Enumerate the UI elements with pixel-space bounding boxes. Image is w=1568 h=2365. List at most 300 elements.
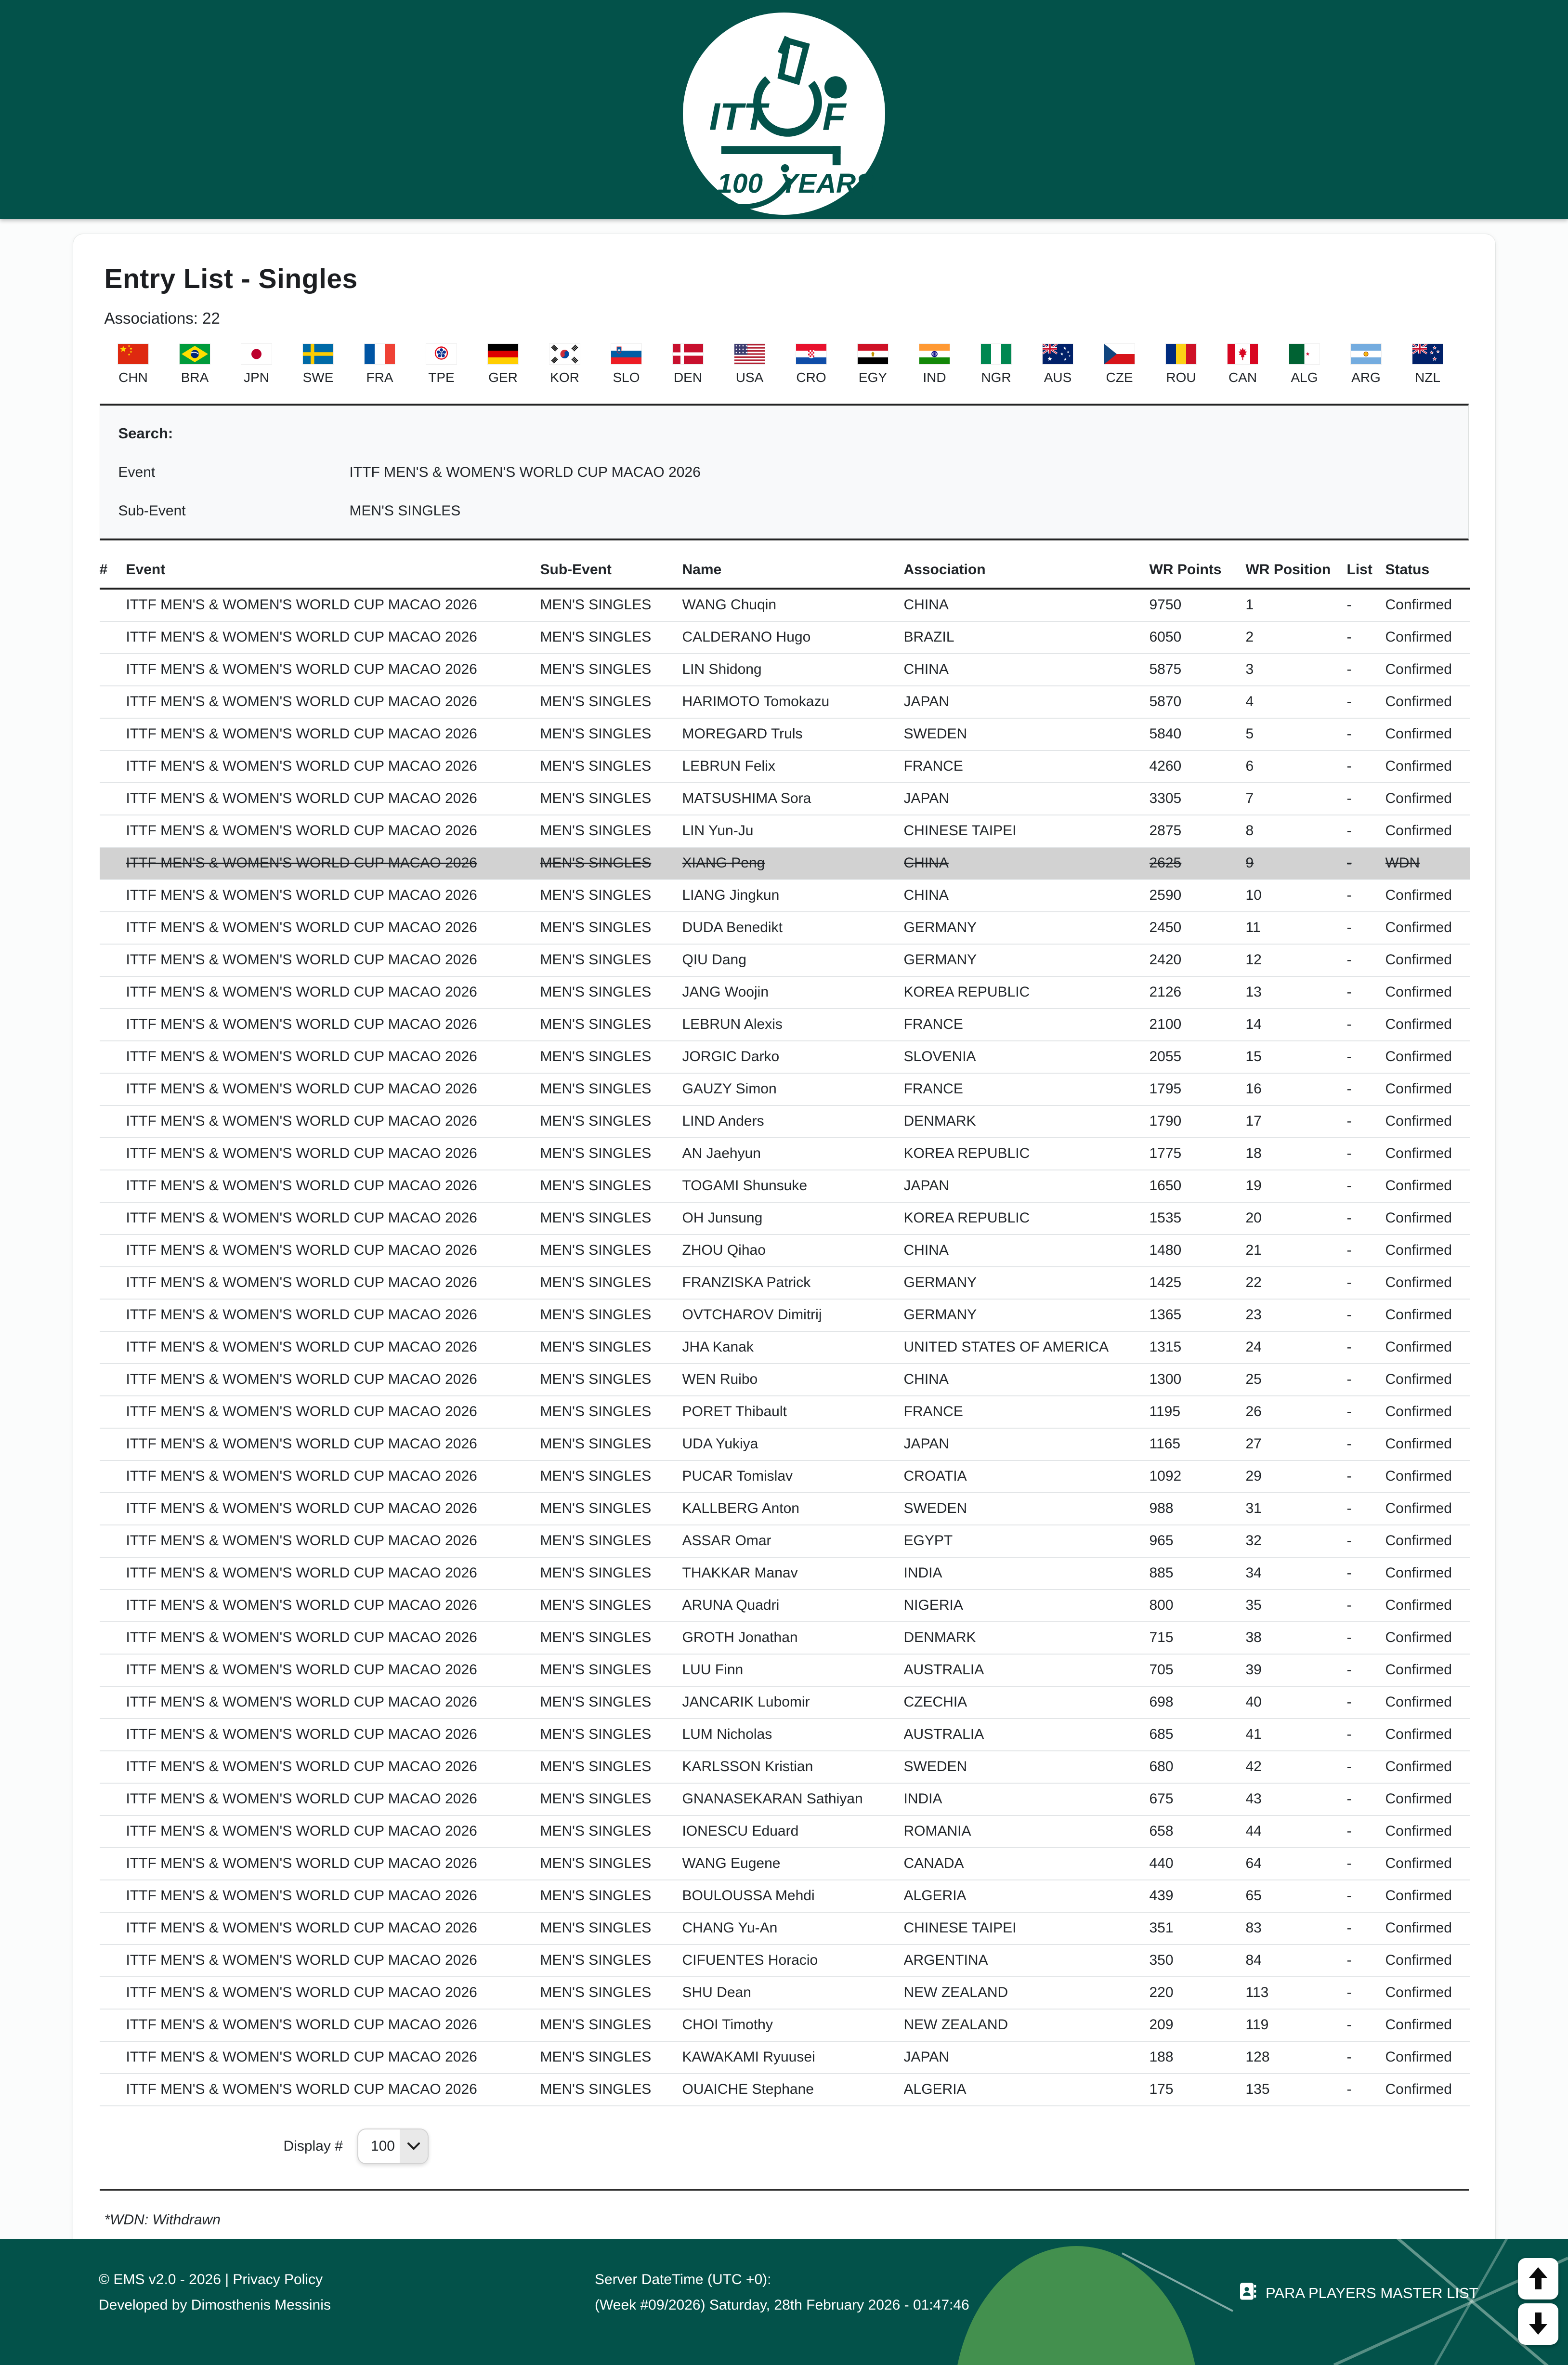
cell-name: KARLSSON Kristian xyxy=(682,1751,904,1783)
cell-event: ITTF MEN'S & WOMEN'S WORLD CUP MACAO 2026 xyxy=(126,1654,540,1686)
cell-event: ITTF MEN'S & WOMEN'S WORLD CUP MACAO 2026 xyxy=(126,880,540,912)
cell-sub-event: MEN'S SINGLES xyxy=(540,1460,682,1493)
table-header xyxy=(100,555,1470,589)
table-row xyxy=(100,1138,1470,1170)
cell-wr-position: 8 xyxy=(1246,815,1347,847)
cell-sub-event: MEN'S SINGLES xyxy=(540,1880,682,1912)
cell-wr-points: 1165 xyxy=(1150,1428,1246,1460)
server-datetime-label: Server DateTime (UTC +0): xyxy=(595,2272,771,2287)
cell-association: SWEDEN xyxy=(904,718,1150,750)
cell-number xyxy=(100,1815,126,1848)
cell-name: LIANG Jingkun xyxy=(682,880,904,912)
cell-name: ZHOU Qihao xyxy=(682,1235,904,1267)
entry-table xyxy=(100,555,1470,2106)
cell-event: ITTF MEN'S & WOMEN'S WORLD CUP MACAO 2026 xyxy=(126,1331,540,1364)
cell-status: Confirmed xyxy=(1385,1622,1470,1654)
cell-number xyxy=(100,621,126,654)
flag-label: USA xyxy=(735,370,764,385)
cell-event: ITTF MEN'S & WOMEN'S WORLD CUP MACAO 2026 xyxy=(126,1460,540,1493)
column-header-wr-points: WR Points xyxy=(1150,555,1246,589)
cell-wr-position: 38 xyxy=(1246,1622,1347,1654)
cell-wr-position: 65 xyxy=(1246,1880,1347,1912)
table-row xyxy=(100,815,1470,847)
cell-wr-points: 175 xyxy=(1150,2074,1246,2106)
cell-event: ITTF MEN'S & WOMEN'S WORLD CUP MACAO 2026 xyxy=(126,944,540,976)
cell-list: - xyxy=(1347,1105,1385,1138)
cell-association: KOREA REPUBLIC xyxy=(904,976,1150,1009)
cell-number xyxy=(100,1170,126,1202)
event-label: Event xyxy=(118,464,156,480)
cell-list: - xyxy=(1347,1428,1385,1460)
cell-list: - xyxy=(1347,783,1385,815)
cell-list: - xyxy=(1347,2009,1385,2041)
cell-association: DENMARK xyxy=(904,1622,1150,1654)
cell-list: - xyxy=(1347,1848,1385,1880)
cell-name: TOGAMI Shunsuke xyxy=(682,1170,904,1202)
logo-text-years: YEARS xyxy=(780,168,874,199)
logo-text-100: 100 xyxy=(717,168,763,199)
cell-status: Confirmed xyxy=(1385,1202,1470,1235)
cell-sub-event: MEN'S SINGLES xyxy=(540,783,682,815)
cell-wr-position: 5 xyxy=(1246,718,1347,750)
cell-wr-position: 34 xyxy=(1246,1557,1347,1590)
cell-status: Confirmed xyxy=(1385,944,1470,976)
cell-list: - xyxy=(1347,912,1385,944)
jpn-flag-icon xyxy=(241,344,272,364)
flag-item-CHN xyxy=(118,344,149,385)
cell-number xyxy=(100,1105,126,1138)
cell-number xyxy=(100,1751,126,1783)
flag-item-JPN xyxy=(241,344,272,385)
cell-association: CHINESE TAIPEI xyxy=(904,815,1150,847)
cell-event: ITTF MEN'S & WOMEN'S WORLD CUP MACAO 2026 xyxy=(126,1267,540,1299)
cell-association: GERMANY xyxy=(904,1299,1150,1331)
cell-wr-points: 5840 xyxy=(1150,718,1246,750)
table-row xyxy=(100,1686,1470,1719)
cell-sub-event: MEN'S SINGLES xyxy=(540,621,682,654)
cell-sub-event: MEN'S SINGLES xyxy=(540,1719,682,1751)
cell-association: SWEDEN xyxy=(904,1751,1150,1783)
cell-association: CHINA xyxy=(904,1235,1150,1267)
flag-label: GER xyxy=(488,370,518,385)
flag-item-DEN xyxy=(673,344,704,385)
cell-number xyxy=(100,686,126,718)
cell-association: UNITED STATES OF AMERICA xyxy=(904,1331,1150,1364)
cell-association: FRANCE xyxy=(904,1009,1150,1041)
cell-wr-points: 680 xyxy=(1150,1751,1246,1783)
cell-event: ITTF MEN'S & WOMEN'S WORLD CUP MACAO 2026 xyxy=(126,1170,540,1202)
cell-wr-points: 440 xyxy=(1150,1848,1246,1880)
cell-wr-points: 1775 xyxy=(1150,1138,1246,1170)
cell-number xyxy=(100,1493,126,1525)
flag-item-ARG xyxy=(1351,344,1382,385)
table-row xyxy=(100,1460,1470,1493)
cell-wr-points: 1480 xyxy=(1150,1235,1246,1267)
flag-item-NGR xyxy=(981,344,1012,385)
cell-list: - xyxy=(1347,1880,1385,1912)
cell-list: - xyxy=(1347,1396,1385,1428)
cell-wr-position: 135 xyxy=(1246,2074,1347,2106)
column-header-wr-position: WR Position xyxy=(1246,555,1347,589)
cell-wr-points: 5875 xyxy=(1150,654,1246,686)
column-header-name: Name xyxy=(682,555,904,589)
cell-name: GAUZY Simon xyxy=(682,1073,904,1105)
aus-flag-icon xyxy=(1043,344,1073,364)
cell-sub-event: MEN'S SINGLES xyxy=(540,589,682,621)
cell-number xyxy=(100,1235,126,1267)
cell-wr-position: 23 xyxy=(1246,1299,1347,1331)
cell-name: OH Junsung xyxy=(682,1202,904,1235)
cell-list: - xyxy=(1347,1299,1385,1331)
cell-wr-position: 7 xyxy=(1246,783,1347,815)
cell-number xyxy=(100,1880,126,1912)
cell-status: Confirmed xyxy=(1385,880,1470,912)
cell-wr-position: 11 xyxy=(1246,912,1347,944)
cell-status: Confirmed xyxy=(1385,1235,1470,1267)
cell-list: - xyxy=(1347,686,1385,718)
cell-sub-event: MEN'S SINGLES xyxy=(540,1686,682,1719)
cell-list: - xyxy=(1347,1557,1385,1590)
table-row xyxy=(100,847,1470,880)
flag-label: SWE xyxy=(302,370,334,385)
cell-wr-points: 4260 xyxy=(1150,750,1246,783)
cell-association: GERMANY xyxy=(904,944,1150,976)
cell-name: KAWAKAMI Ryuusei xyxy=(682,2041,904,2074)
table-row xyxy=(100,1170,1470,1202)
cell-number xyxy=(100,912,126,944)
cell-number xyxy=(100,1202,126,1235)
cell-list: - xyxy=(1347,815,1385,847)
cell-association: GERMANY xyxy=(904,1267,1150,1299)
divider xyxy=(100,2189,1469,2191)
cell-number xyxy=(100,1525,126,1557)
table-row xyxy=(100,2009,1470,2041)
cell-name: IONESCU Eduard xyxy=(682,1815,904,1848)
cell-name: JANG Woojin xyxy=(682,976,904,1009)
table-row xyxy=(100,944,1470,976)
table-row xyxy=(100,621,1470,654)
column-header-status: Status xyxy=(1385,555,1470,589)
cell-status: Confirmed xyxy=(1385,2041,1470,2074)
cell-list: - xyxy=(1347,1460,1385,1493)
up-arrow-icon xyxy=(1527,2266,1549,2292)
tpe-flag-icon xyxy=(426,344,457,364)
cell-list: - xyxy=(1347,1977,1385,2009)
cell-status: Confirmed xyxy=(1385,1009,1470,1041)
cell-event: ITTF MEN'S & WOMEN'S WORLD CUP MACAO 2026 xyxy=(126,1105,540,1138)
cell-association: FRANCE xyxy=(904,1073,1150,1105)
cell-wr-position: 39 xyxy=(1246,1654,1347,1686)
cell-number xyxy=(100,1977,126,2009)
cell-wr-points: 350 xyxy=(1150,1945,1246,1977)
table-row xyxy=(100,1815,1470,1848)
cell-number xyxy=(100,1267,126,1299)
copyright-text: © EMS v2.0 - 2026 | xyxy=(99,2272,233,2287)
cell-name: XIANG Peng xyxy=(682,847,904,880)
server-datetime-value: (Week #09/2026) Saturday, 28th February 2026 - 01:47:46 xyxy=(595,2297,969,2313)
cell-list: - xyxy=(1347,1945,1385,1977)
cell-wr-position: 31 xyxy=(1246,1493,1347,1525)
usa-flag-icon xyxy=(734,344,765,364)
cell-sub-event: MEN'S SINGLES xyxy=(540,815,682,847)
table-row xyxy=(100,1493,1470,1525)
cell-status: Confirmed xyxy=(1385,654,1470,686)
table-row xyxy=(100,1783,1470,1815)
flag-item-USA xyxy=(734,344,765,385)
cell-number xyxy=(100,1138,126,1170)
display-label: Display # xyxy=(283,2138,343,2154)
cell-name: MATSUSHIMA Sora xyxy=(682,783,904,815)
cell-sub-event: MEN'S SINGLES xyxy=(540,1654,682,1686)
table-row xyxy=(100,1654,1470,1686)
cell-wr-points: 1790 xyxy=(1150,1105,1246,1138)
cell-number xyxy=(100,783,126,815)
table-row xyxy=(100,686,1470,718)
table-row xyxy=(100,1364,1470,1396)
search-title: Search: xyxy=(118,425,173,442)
cell-event: ITTF MEN'S & WOMEN'S WORLD CUP MACAO 2026 xyxy=(126,1525,540,1557)
cell-event: ITTF MEN'S & WOMEN'S WORLD CUP MACAO 2026 xyxy=(126,1235,540,1267)
chn-flag-icon xyxy=(118,344,148,364)
display-count-select[interactable] xyxy=(357,2128,429,2164)
cell-wr-points: 1365 xyxy=(1150,1299,1246,1331)
cell-status: Confirmed xyxy=(1385,750,1470,783)
privacy-policy-link[interactable]: Privacy Policy xyxy=(233,2272,323,2287)
cell-wr-position: 26 xyxy=(1246,1396,1347,1428)
cell-name: QIU Dang xyxy=(682,944,904,976)
cell-number xyxy=(100,654,126,686)
cell-status: Confirmed xyxy=(1385,1428,1470,1460)
cell-status: Confirmed xyxy=(1385,1751,1470,1783)
cell-number xyxy=(100,1590,126,1622)
pagination-row xyxy=(284,2128,1469,2164)
cell-sub-event: MEN'S SINGLES xyxy=(540,1105,682,1138)
cell-list: - xyxy=(1347,1751,1385,1783)
para-players-master-list-link[interactable] xyxy=(1237,2281,1478,2305)
cell-wr-points: 1795 xyxy=(1150,1073,1246,1105)
flag-label: BRA xyxy=(181,370,209,385)
cell-status: Confirmed xyxy=(1385,1299,1470,1331)
alg-flag-icon xyxy=(1289,344,1320,364)
cell-name: LIN Shidong xyxy=(682,654,904,686)
table-row xyxy=(100,1009,1470,1041)
cell-wr-points: 209 xyxy=(1150,2009,1246,2041)
cell-event: ITTF MEN'S & WOMEN'S WORLD CUP MACAO 2026 xyxy=(126,1945,540,1977)
search-event-row xyxy=(118,464,1450,481)
cell-association: CHINA xyxy=(904,880,1150,912)
cell-wr-points: 800 xyxy=(1150,1590,1246,1622)
cell-event: ITTF MEN'S & WOMEN'S WORLD CUP MACAO 2026 xyxy=(126,1719,540,1751)
table-row xyxy=(100,654,1470,686)
cell-list: - xyxy=(1347,1912,1385,1945)
cell-name: OUAICHE Stephane xyxy=(682,2074,904,2106)
cell-number xyxy=(100,1848,126,1880)
cell-wr-position: 18 xyxy=(1246,1138,1347,1170)
table-row xyxy=(100,783,1470,815)
cell-name: LUU Finn xyxy=(682,1654,904,1686)
cell-status: Confirmed xyxy=(1385,1105,1470,1138)
cell-name: FRANZISKA Patrick xyxy=(682,1267,904,1299)
cell-wr-points: 885 xyxy=(1150,1557,1246,1590)
cell-number xyxy=(100,1009,126,1041)
cell-status: Confirmed xyxy=(1385,686,1470,718)
column-header-sub-event: Sub-Event xyxy=(540,555,682,589)
flag-item-ROU xyxy=(1166,344,1197,385)
cell-number xyxy=(100,2074,126,2106)
cell-sub-event: MEN'S SINGLES xyxy=(540,1009,682,1041)
scroll-to-bottom-button[interactable] xyxy=(1518,2303,1558,2345)
cell-number xyxy=(100,1686,126,1719)
cell-wr-position: 24 xyxy=(1246,1331,1347,1364)
footer xyxy=(0,2239,1568,2365)
cell-wr-points: 188 xyxy=(1150,2041,1246,2074)
cell-number xyxy=(100,1719,126,1751)
cell-name: ARUNA Quadri xyxy=(682,1590,904,1622)
cell-event: ITTF MEN'S & WOMEN'S WORLD CUP MACAO 2026 xyxy=(126,1364,540,1396)
table-row xyxy=(100,1880,1470,1912)
cell-number xyxy=(100,847,126,880)
cell-name: LEBRUN Alexis xyxy=(682,1009,904,1041)
cell-sub-event: MEN'S SINGLES xyxy=(540,1783,682,1815)
cell-status: Confirmed xyxy=(1385,718,1470,750)
cell-name: WANG Chuqin xyxy=(682,589,904,621)
cell-list: - xyxy=(1347,1202,1385,1235)
cell-list: - xyxy=(1347,1622,1385,1654)
cell-association: JAPAN xyxy=(904,1428,1150,1460)
cell-name: HARIMOTO Tomokazu xyxy=(682,686,904,718)
cell-wr-points: 2100 xyxy=(1150,1009,1246,1041)
cell-association: DENMARK xyxy=(904,1105,1150,1138)
flag-label: ROU xyxy=(1166,370,1196,385)
cell-wr-position: 42 xyxy=(1246,1751,1347,1783)
cell-event: ITTF MEN'S & WOMEN'S WORLD CUP MACAO 2026 xyxy=(126,1299,540,1331)
cell-status: Confirmed xyxy=(1385,1460,1470,1493)
cell-association: CHINESE TAIPEI xyxy=(904,1912,1150,1945)
footer-left xyxy=(99,2267,331,2318)
cell-sub-event: MEN'S SINGLES xyxy=(540,1525,682,1557)
cell-event: ITTF MEN'S & WOMEN'S WORLD CUP MACAO 2026 xyxy=(126,1138,540,1170)
cell-event: ITTF MEN'S & WOMEN'S WORLD CUP MACAO 2026 xyxy=(126,1557,540,1590)
cell-event: ITTF MEN'S & WOMEN'S WORLD CUP MACAO 2026 xyxy=(126,2074,540,2106)
cell-wr-position: 2 xyxy=(1246,621,1347,654)
cell-wr-points: 1535 xyxy=(1150,1202,1246,1235)
flag-label: NZL xyxy=(1415,370,1440,385)
cell-wr-points: 2590 xyxy=(1150,880,1246,912)
cell-association: NEW ZEALAND xyxy=(904,1977,1150,2009)
cell-number xyxy=(100,815,126,847)
cell-wr-position: 128 xyxy=(1246,2041,1347,2074)
flags-row xyxy=(118,344,1469,385)
can-flag-icon xyxy=(1228,344,1258,364)
cell-wr-position: 119 xyxy=(1246,2009,1347,2041)
cell-status: Confirmed xyxy=(1385,1977,1470,2009)
cell-number xyxy=(100,1460,126,1493)
cell-name: LIN Yun-Ju xyxy=(682,815,904,847)
cell-name: SHU Dean xyxy=(682,1977,904,2009)
cell-name: WANG Eugene xyxy=(682,1848,904,1880)
cell-sub-event: MEN'S SINGLES xyxy=(540,1396,682,1428)
cell-list: - xyxy=(1347,654,1385,686)
cell-association: INDIA xyxy=(904,1783,1150,1815)
cell-association: SLOVENIA xyxy=(904,1041,1150,1073)
cell-association: AUSTRALIA xyxy=(904,1654,1150,1686)
cell-association: CHINA xyxy=(904,1364,1150,1396)
search-box xyxy=(100,404,1469,540)
flag-item-CZE xyxy=(1104,344,1135,385)
bra-flag-icon xyxy=(180,344,210,364)
cell-sub-event: MEN'S SINGLES xyxy=(540,750,682,783)
cell-association: ALGERIA xyxy=(904,2074,1150,2106)
cell-list: - xyxy=(1347,589,1385,621)
cell-number xyxy=(100,589,126,621)
cell-event: ITTF MEN'S & WOMEN'S WORLD CUP MACAO 2026 xyxy=(126,589,540,621)
cell-association: JAPAN xyxy=(904,783,1150,815)
cell-name: JANCARIK Lubomir xyxy=(682,1686,904,1719)
cell-event: ITTF MEN'S & WOMEN'S WORLD CUP MACAO 2026 xyxy=(126,1073,540,1105)
cell-sub-event: MEN'S SINGLES xyxy=(540,1331,682,1364)
cell-status: Confirmed xyxy=(1385,589,1470,621)
cell-event: ITTF MEN'S & WOMEN'S WORLD CUP MACAO 2026 xyxy=(126,1622,540,1654)
cell-wr-position: 25 xyxy=(1246,1364,1347,1396)
cell-name: LIND Anders xyxy=(682,1105,904,1138)
cell-wr-position: 13 xyxy=(1246,976,1347,1009)
cell-name: CHOI Timothy xyxy=(682,2009,904,2041)
ger-flag-icon xyxy=(488,344,518,364)
cell-status: Confirmed xyxy=(1385,1267,1470,1299)
kor-flag-icon xyxy=(549,344,580,364)
cell-wr-position: 9 xyxy=(1246,847,1347,880)
cell-list: - xyxy=(1347,1138,1385,1170)
cell-wr-points: 1650 xyxy=(1150,1170,1246,1202)
flag-item-EGY xyxy=(858,344,889,385)
cell-name: CHANG Yu-An xyxy=(682,1912,904,1945)
cell-event: ITTF MEN'S & WOMEN'S WORLD CUP MACAO 2026 xyxy=(126,912,540,944)
flag-label: CHN xyxy=(118,370,148,385)
flag-label: FRA xyxy=(366,370,393,385)
cell-status: Confirmed xyxy=(1385,1912,1470,1945)
cell-list: - xyxy=(1347,1783,1385,1815)
cell-number xyxy=(100,944,126,976)
cell-name: PORET Thibault xyxy=(682,1396,904,1428)
ittf-100-years-logo-icon xyxy=(683,13,885,215)
cell-wr-points: 2625 xyxy=(1150,847,1246,880)
cell-status: Confirmed xyxy=(1385,1654,1470,1686)
scroll-to-top-button[interactable] xyxy=(1518,2258,1558,2299)
cell-wr-points: 9750 xyxy=(1150,589,1246,621)
cell-number xyxy=(100,718,126,750)
scroll-buttons xyxy=(1518,2258,1558,2345)
cell-name: BOULOUSSA Mehdi xyxy=(682,1880,904,1912)
cell-sub-event: MEN'S SINGLES xyxy=(540,1299,682,1331)
cell-wr-points: 2450 xyxy=(1150,912,1246,944)
cell-number xyxy=(100,1396,126,1428)
flag-label: ALG xyxy=(1291,370,1318,385)
ngr-flag-icon xyxy=(981,344,1011,364)
logo-text-itt: ITT xyxy=(709,95,767,138)
cell-sub-event: MEN'S SINGLES xyxy=(540,880,682,912)
cell-name: CALDERANO Hugo xyxy=(682,621,904,654)
column-header-association: Association xyxy=(904,555,1150,589)
cell-wr-position: 1 xyxy=(1246,589,1347,621)
cell-status: Confirmed xyxy=(1385,1590,1470,1622)
cell-wr-position: 14 xyxy=(1246,1009,1347,1041)
cell-event: ITTF MEN'S & WOMEN'S WORLD CUP MACAO 2026 xyxy=(126,847,540,880)
table-row xyxy=(100,1396,1470,1428)
cell-name: LUM Nicholas xyxy=(682,1719,904,1751)
cell-name: MOREGARD Truls xyxy=(682,718,904,750)
cell-status: Confirmed xyxy=(1385,912,1470,944)
table-row xyxy=(100,1719,1470,1751)
